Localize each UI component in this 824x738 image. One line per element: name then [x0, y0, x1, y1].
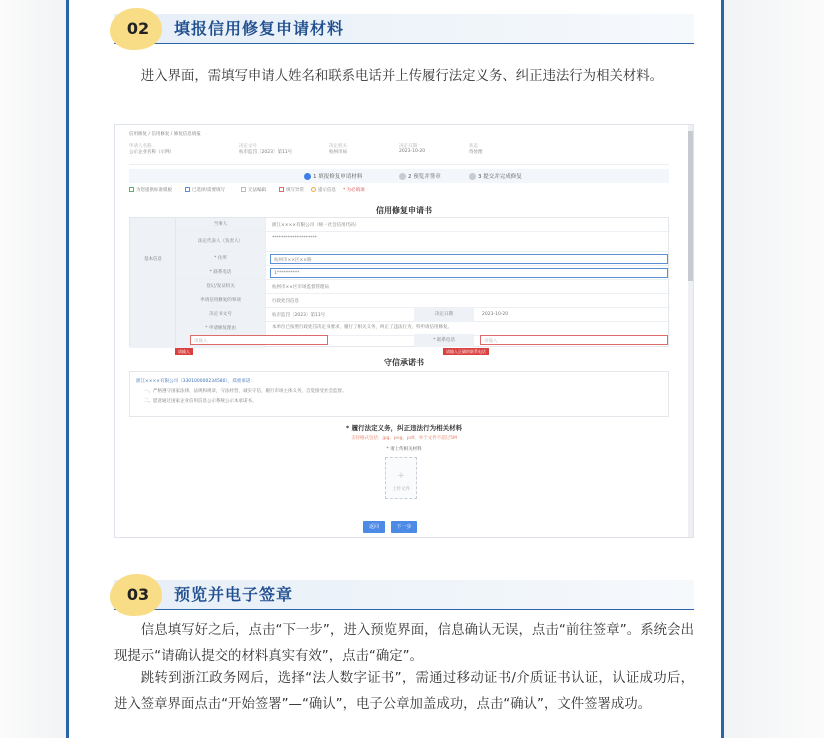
promise-line: 二、愿意通过国家企业信用信息公示系统公示本承诺书。	[144, 399, 257, 404]
next-step-button[interactable]: 下一步	[391, 521, 417, 533]
info-item: 决定文号 杭市监罚〔2023〕第11号	[239, 144, 293, 155]
legend-item: 填写异常	[279, 187, 304, 193]
form-row: 法定代表人（负责人） ********************	[176, 232, 670, 252]
form-row: 当事人 浙江××××有限公司（统一社会信用代码）	[176, 218, 670, 232]
error-tag-name: 请输入	[175, 348, 193, 355]
step-dot-icon	[469, 173, 476, 180]
form-row: 决定书文号 杭市监罚〔2023〕第11号 决定日期 2023-10-20	[176, 308, 670, 322]
section-03-paragraph-2: 跳转到浙江政务网后，选择“法人数字证书”，需通过移动证书/介质证书认证，认证成功后，进入签章界面点击“开始签署”—“确认”，电子公章加盖成功，点击“确认”，文件签署成功。	[114, 671, 694, 712]
decision-date-label: 决定日期	[414, 308, 474, 322]
section-number: 02	[126, 19, 150, 38]
breadcrumb: 信用修复 / 信用修复 / 修复信息填报	[129, 132, 201, 137]
right-background	[724, 0, 824, 738]
upload-dropzone[interactable]: + 上传文件	[385, 457, 417, 499]
promise-box	[129, 371, 669, 417]
form-row: 请输入 * 联系电话 请输入	[176, 334, 670, 348]
phone-input[interactable]: 1**********	[270, 268, 668, 278]
legend-item: 为您提供标准模板	[129, 187, 172, 193]
application-form	[129, 217, 669, 347]
info-item: 决定机关 杭州市局	[329, 144, 347, 155]
promise-line: 浙江××××有限公司（330100000234580），郑重承诺：	[136, 379, 255, 384]
upload-hint: 支持格式包括：jpg、png、pdf，单个文件不超过5M	[350, 436, 458, 441]
legend-item: 无法编辑	[241, 187, 266, 193]
form-row: * 住所 杭州市××区××路	[176, 252, 670, 266]
address-input[interactable]: 杭州市××区××路	[270, 254, 668, 264]
contact-phone-input[interactable]: 请输入	[480, 335, 668, 345]
error-tag-phone: 请输入正确的联系电话	[443, 348, 489, 355]
legend	[129, 187, 669, 197]
info-item: 状态 待处理	[469, 144, 483, 155]
form-group-label: 基本信息	[144, 257, 162, 262]
applicant-name-input[interactable]: 请输入	[190, 335, 328, 345]
form-row: 登记/发证机关 杭州市××区市场监督管理局	[176, 280, 670, 294]
legend-item: * 为必填项	[343, 188, 365, 193]
section-header-02	[114, 14, 694, 44]
info-item: 申请人名称 公示企业名称（示例）	[129, 144, 174, 155]
form-title: 信用修复申请书	[376, 206, 432, 215]
section-number: 03	[126, 585, 150, 604]
upload-sub: * 请上传相关材料	[386, 447, 422, 452]
back-button[interactable]: 返回	[363, 521, 385, 533]
legend-item: 已选择/需要填写	[185, 187, 225, 193]
section-02-paragraph: 进入界面，需填写申请人姓名和联系电话并上传履行法定义务、纠正违法行为相关材料。	[140, 69, 664, 84]
plus-icon: +	[397, 471, 405, 481]
step-3: 3 提交并完成修复	[469, 172, 522, 180]
form-group-label-column	[130, 218, 176, 348]
progress-steps	[129, 169, 669, 183]
legend-item: 提示信息	[311, 187, 336, 193]
scrollbar-thumb[interactable]	[688, 131, 693, 281]
section-title: 填报信用修复申请材料	[174, 19, 345, 38]
step-dot-icon	[304, 173, 311, 180]
form-row: 申请信用修复的事项 行政处罚信息	[176, 294, 670, 308]
form-row: * 申请修复理由 本单位已按照行政处罚决定书要求，履行了相关义务，纠正了违法行为，特申请信用修复。	[176, 322, 670, 336]
step-2: 2 预览并签章	[399, 172, 441, 180]
section-header-03	[114, 580, 694, 610]
left-background	[0, 0, 66, 738]
info-item: 决定日期 2023-10-20	[399, 144, 426, 154]
embedded-form-screenshot	[114, 124, 694, 538]
promise-title: 守信承诺书	[384, 358, 424, 367]
scrollbar[interactable]	[688, 125, 693, 538]
section-03-paragraph-1: 信息填写好之后，点击“下一步”，进入预览界面，信息确认无误，点击“前往签章”。系统会出现提示“请确认提交的材料真实有效”，点击“确定”。	[114, 623, 694, 664]
upload-title: * 履行法定义务，纠正违法行为相关材料	[345, 424, 463, 432]
section-title: 预览并电子签章	[174, 585, 294, 604]
top-info-bar	[129, 143, 669, 165]
step-dot-icon	[399, 173, 406, 180]
form-row: * 联系电话 1**********	[176, 266, 670, 280]
promise-line: 一、严格遵守国家法律、法规和规章，守法经营，诚实守信，履行市场主体义务，自觉接受社会监督。	[144, 389, 347, 394]
decision-date-value: 2023-10-20	[482, 312, 509, 317]
step-1: 1 填报修复申请材料	[304, 172, 362, 180]
